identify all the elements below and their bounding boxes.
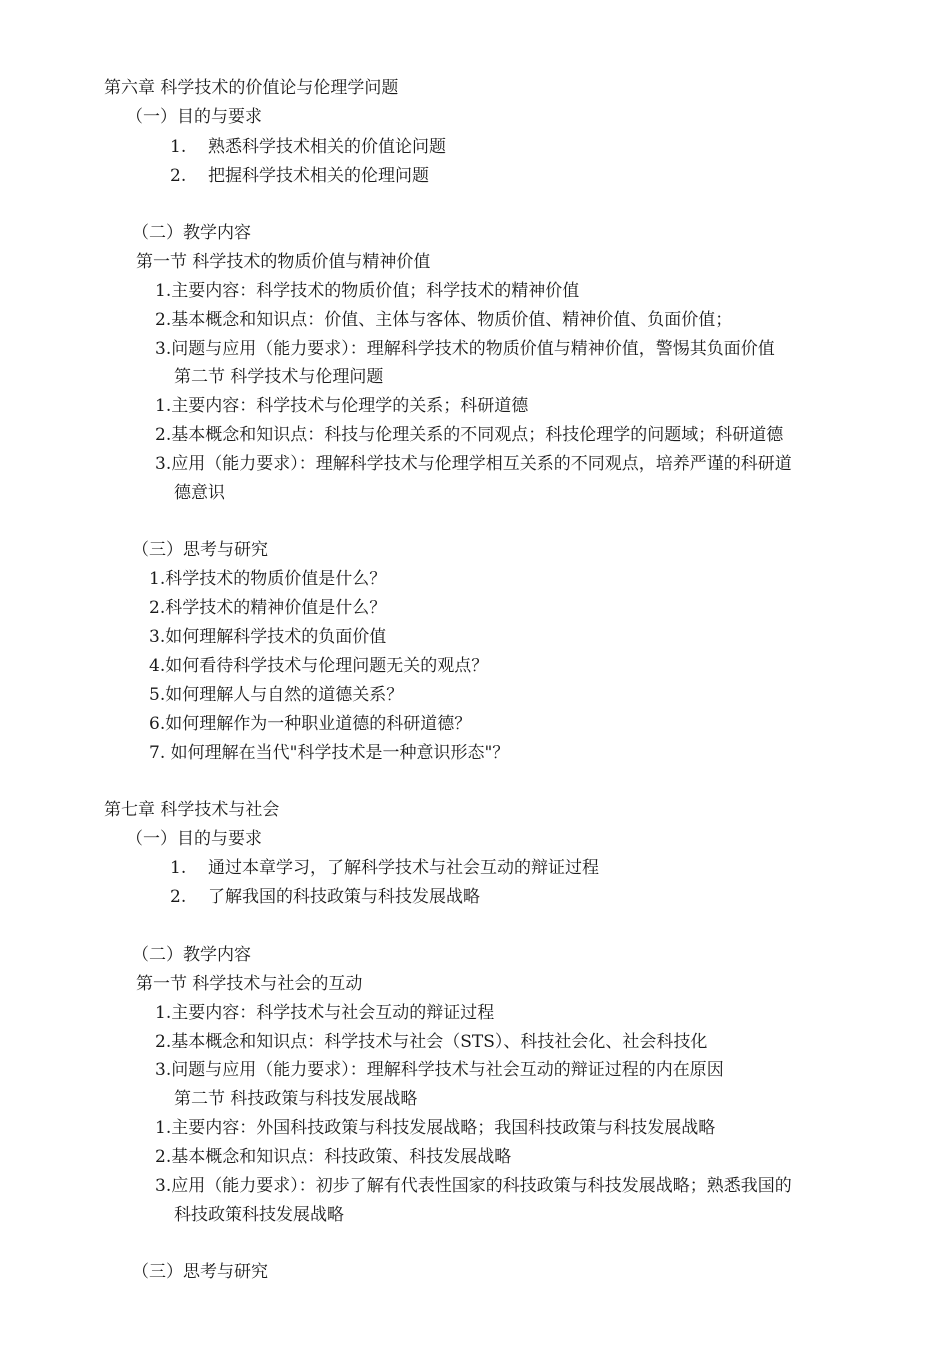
chapter-6-title: 第六章 科学技术的价值论与伦理学问题 — [104, 78, 399, 98]
ch7-goal-item-2 — [170, 886, 480, 908]
ch6-goals-heading: （一）目的与要求 — [126, 107, 262, 127]
ch7-goal-item-1 — [170, 857, 599, 879]
ch7-sec2-item-3-cont: 科技政策科技发展战略 — [174, 1205, 344, 1225]
ch7-section-1-title: 第一节 科学技术与社会的互动 — [136, 974, 363, 994]
ch6-research-item-6: 6.如何理解作为一种职业道德的科研道德？ — [149, 714, 472, 734]
ch7-sec1-item-1: 1.主要内容：科学技术与社会互动的辩证过程 — [155, 1003, 495, 1023]
ch7-content-heading: （二）教学内容 — [132, 945, 251, 965]
ch6-sec1-item-3: 3.问题与应用（能力要求）：理解科学技术的物质价值与精神价值，警惕其负面价值 — [155, 339, 775, 359]
list-text: 熟悉科学技术相关的价值论问题 — [208, 137, 446, 157]
list-number: 2. — [170, 887, 187, 907]
ch6-section-1-title: 第一节 科学技术的物质价值与精神价值 — [136, 252, 431, 272]
ch6-sec2-item-2: 2.基本概念和知识点：科技与伦理关系的不同观点；科技伦理学的问题域；科研道德 — [155, 425, 784, 445]
list-text: 了解我国的科技政策与科技发展战略 — [208, 887, 480, 907]
ch6-sec1-item-1: 1.主要内容：科学技术的物质价值；科学技术的精神价值 — [155, 281, 580, 301]
ch7-sec2-item-2: 2.基本概念和知识点：科技政策、科技发展战略 — [155, 1147, 512, 1167]
ch7-sec2-item-1: 1.主要内容：外国科技政策与科技发展战略；我国科技政策与科技发展战略 — [155, 1118, 716, 1138]
list-number: 1. — [170, 137, 187, 157]
list-number: 1. — [170, 858, 187, 878]
ch6-section-2-title: 第二节 科学技术与伦理问题 — [174, 367, 384, 387]
list-text: 把握科学技术相关的伦理问题 — [208, 166, 429, 186]
ch7-section-2-title: 第二节 科技政策与科技发展战略 — [174, 1089, 418, 1109]
ch6-research-item-5: 5.如何理解人与自然的道德关系？ — [149, 685, 404, 705]
ch7-sec1-item-3: 3.问题与应用（能力要求）：理解科学技术与社会互动的辩证过程的内在原因 — [155, 1060, 724, 1080]
list-number: 2. — [170, 166, 187, 186]
ch6-goal-item-2 — [170, 165, 429, 187]
list-text: 通过本章学习，了解科学技术与社会互动的辩证过程 — [208, 858, 599, 878]
ch6-sec1-item-2: 2.基本概念和知识点：价值、主体与客体、物质价值、精神价值、负面价值； — [155, 310, 733, 330]
ch6-research-heading: （三）思考与研究 — [132, 540, 268, 560]
ch6-research-item-2: 2.科学技术的精神价值是什么？ — [149, 598, 387, 618]
ch6-content-heading: （二）教学内容 — [132, 223, 251, 243]
ch6-research-item-7: 7. 如何理解在当代"科学技术是一种意识形态"？ — [149, 743, 510, 763]
ch6-goal-item-1 — [170, 136, 446, 158]
ch6-research-item-3: 3.如何理解科学技术的负面价值 — [149, 627, 387, 647]
chapter-7-title: 第七章 科学技术与社会 — [104, 800, 280, 820]
ch6-research-item-1: 1.科学技术的物质价值是什么？ — [149, 569, 387, 589]
ch6-sec2-item-3-cont: 德意识 — [174, 483, 225, 503]
ch6-research-item-4: 4.如何看待科学技术与伦理问题无关的观点？ — [149, 656, 489, 676]
ch7-sec2-item-3: 3.应用（能力要求）：初步了解有代表性国家的科技政策与科技发展战略；熟悉我国的 — [155, 1176, 792, 1196]
ch6-sec2-item-3: 3.应用（能力要求）：理解科学技术与伦理学相互关系的不同观点，培养严谨的科研道 — [155, 454, 792, 474]
ch6-sec2-item-1: 1.主要内容：科学技术与伦理学的关系；科研道德 — [155, 396, 529, 416]
ch7-research-heading: （三）思考与研究 — [132, 1262, 268, 1282]
ch7-goals-heading: （一）目的与要求 — [126, 829, 262, 849]
ch7-sec1-item-2: 2.基本概念和知识点：科学技术与社会（STS）、科技社会化、社会科技化 — [155, 1032, 708, 1052]
